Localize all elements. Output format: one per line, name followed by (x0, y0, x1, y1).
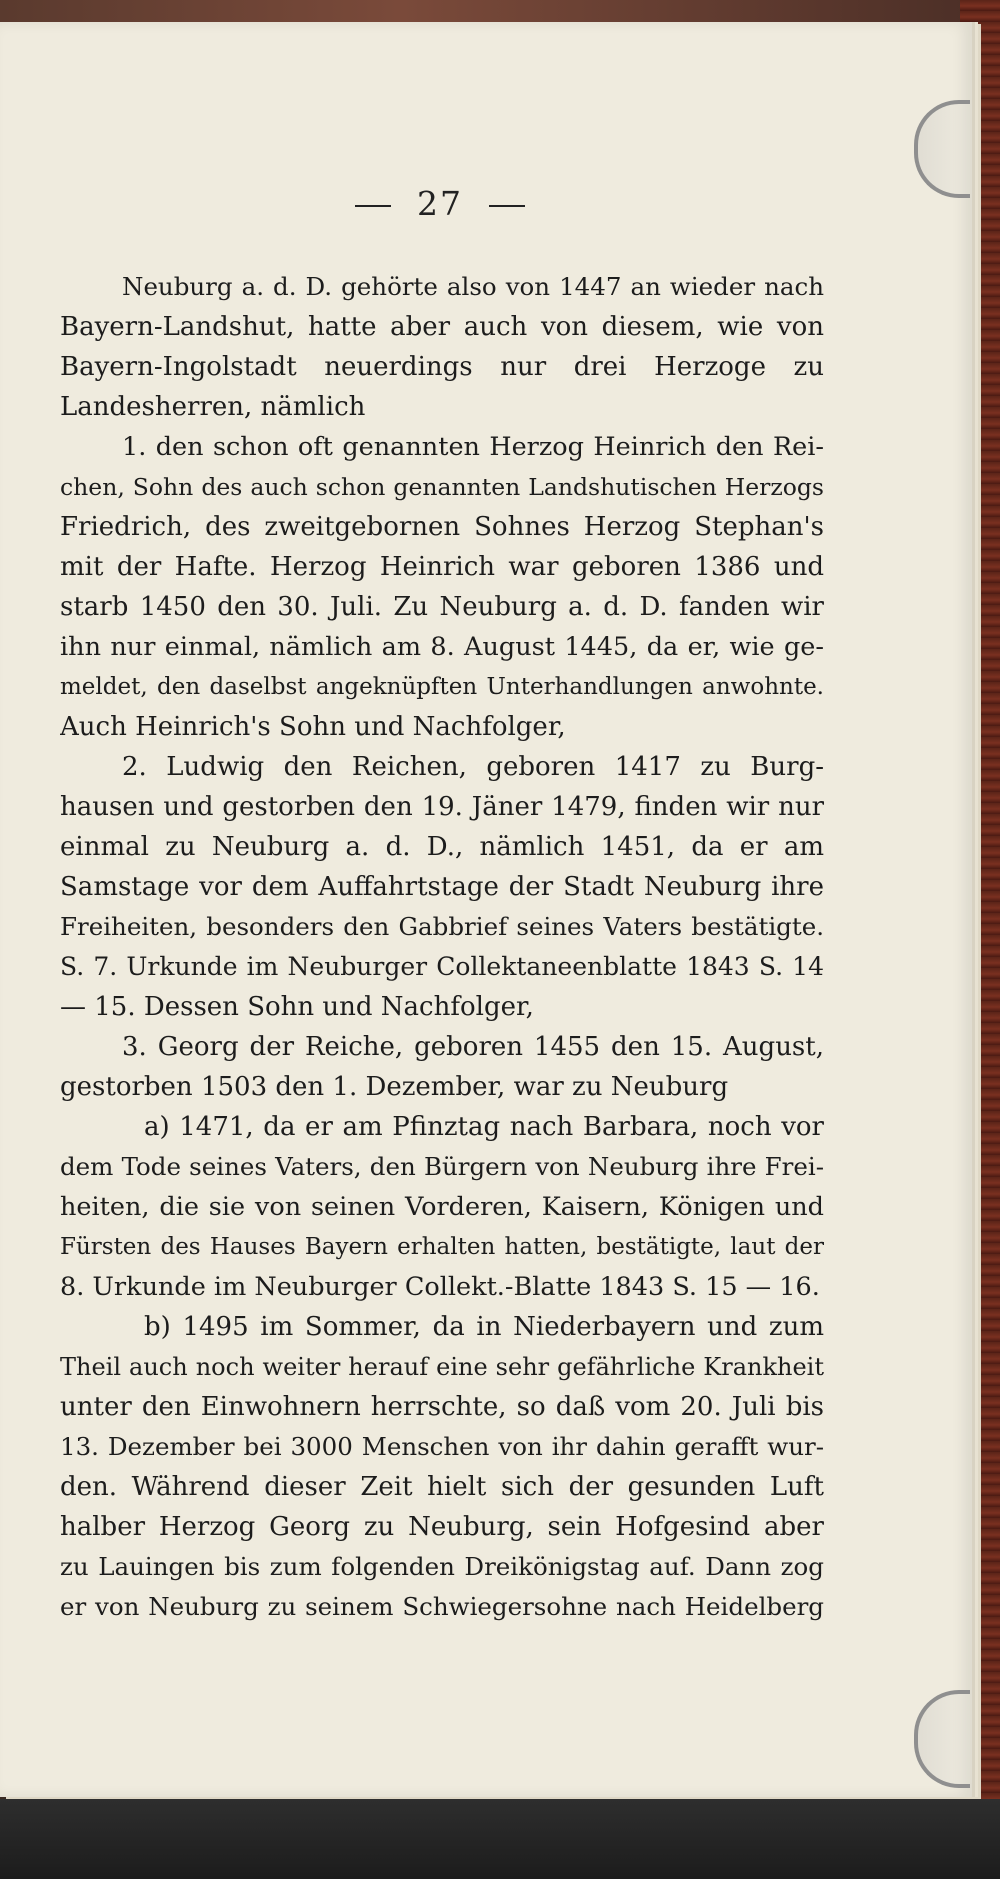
book-page (0, 22, 975, 1797)
text-line: Fürsten des Hauses Bayern erhalten hatten, bestätigte, laut der (60, 1234, 824, 1260)
text-line: halber Herzog Georg zu Neuburg, sein Hofgesind aber (60, 1512, 824, 1542)
page-number: 27 (417, 184, 463, 223)
text-line: ihn nur einmal, nämlich am 8. August 1445, da er, wie ge- (60, 632, 824, 662)
background-bottom (0, 1799, 1000, 1879)
text-line: Freiheiten, besonders den Gabbrief seines Vaters bestätigte. (60, 912, 824, 941)
text-line: 3. Georg der Reiche, geboren 1455 den 15. August, (122, 1032, 824, 1062)
text-line: zu Lauingen bis zum folgenden Dreikönigstag auf. Dann zog (60, 1552, 824, 1581)
text-line: heiten, die sie von seinen Vorderen, Kaisern, Königen und (60, 1192, 824, 1222)
text-line: mit der Hafte. Herzog Heinrich war geboren 1386 und (60, 552, 824, 582)
text-line: 13. Dezember bei 3000 Menschen von ihr dahin gerafft wur- (60, 1432, 824, 1461)
text-line: 8. Urkunde im Neuburger Collekt.-Blatte 1843 S. 15 — 16. (60, 1272, 820, 1302)
text-line: dem Tode seines Vaters, den Bürgern von Neuburg ihre Frei- (60, 1152, 824, 1181)
text-line: — 15. Dessen Sohn und Nachfolger, (60, 992, 534, 1022)
text-line: S. 7. Urkunde im Neuburger Collektaneenblatte 1843 S. 14 (60, 952, 824, 981)
text-line: einmal zu Neuburg a. d. D., nämlich 1451, da er am (60, 832, 824, 862)
text-line: Landesherren, nämlich (60, 392, 366, 422)
text-line: chen, Sohn des auch schon genannten Landshutischen Herzogs (60, 473, 824, 501)
text-line: Neuburg a. d. D. gehörte also von 1447 an wieder nach (122, 272, 824, 301)
body-text (60, 267, 824, 1627)
text-line: meldet, den daselbst angeknüpften Unterhandlungen anwohnte. (60, 674, 824, 700)
text-line: er von Neuburg zu seinem Schwiegersohne nach Heidelberg (60, 1592, 824, 1621)
header-dash-left (355, 205, 391, 207)
text-line: 1. den schon oft genannten Herzog Heinrich den Rei- (122, 432, 824, 462)
text-line: gestorben 1503 den 1. Dezember, war zu Neuburg (60, 1072, 729, 1102)
text-line: Friedrich, des zweitgebornen Sohnes Herzog Stephan's (60, 512, 824, 542)
text-line: 2. Ludwig den Reichen, geboren 1417 zu Burg- (122, 752, 824, 782)
text-line: Bayern-Ingolstadt neuerdings nur drei Herzoge zu (60, 352, 824, 382)
text-line: Theil auch noch weiter herauf eine sehr gefährliche Krankheit (60, 1353, 824, 1381)
page-header (0, 184, 880, 223)
text-line: starb 1450 den 30. Juli. Zu Neuburg a. d. D. fanden wir (60, 592, 824, 622)
text-line: hausen und gestorben den 19. Jäner 1479, finden wir nur (60, 792, 824, 822)
text-line: Bayern-Landshut, hatte aber auch von diesem, wie von (60, 312, 824, 342)
page-clip-bottom (914, 1690, 970, 1788)
text-line: b) 1495 im Sommer, da in Niederbayern und zum (144, 1312, 824, 1342)
page-clip-top (914, 100, 970, 198)
text-line: a) 1471, da er am Pfinztag nach Barbara, noch vor (144, 1112, 824, 1142)
text-line: Samstage vor dem Auffahrtstage der Stadt Neuburg ihre (60, 872, 824, 902)
text-line: Auch Heinrich's Sohn und Nachfolger, (60, 712, 566, 742)
text-line: unter den Einwohnern herrschte, so daß vom 20. Juli bis (60, 1392, 824, 1422)
header-dash-right (489, 205, 525, 207)
text-line: den. Während dieser Zeit hielt sich der gesunden Luft (60, 1472, 824, 1502)
